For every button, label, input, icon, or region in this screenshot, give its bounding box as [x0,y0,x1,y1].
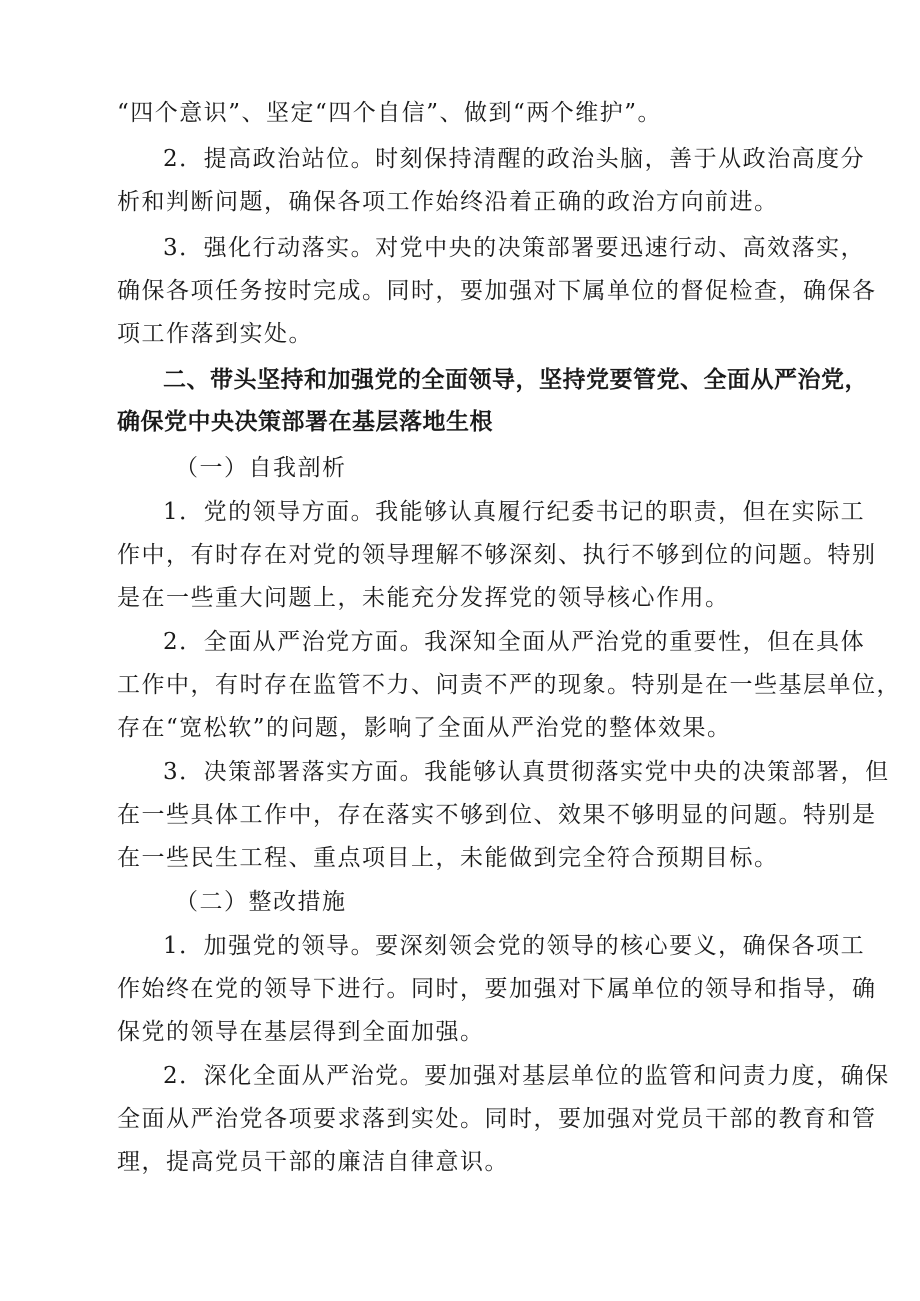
paragraph-line: 2．提高政治站位。时刻保持清醒的政治头脑，善于从政治高度分 [163,146,866,172]
paragraph-line: 是在一些重大问题上，未能充分发挥党的领导核心作用。 [117,585,730,611]
paragraph-line: 项工作落到实处。 [117,321,313,347]
paragraph-line: 确保各项任务按时完成。同时，要加强对下属单位的督促检查，确保各 [117,278,877,304]
paragraph-line: 1．党的领导方面。我能够认真履行纪委书记的职责，但在实际工 [163,499,866,525]
paragraph-line: 作始终在党的领导下进行。同时，要加强对下属单位的领导和指导，确 [117,976,877,1002]
paragraph-line: 3．决策部署落实方面。我能够认真贯彻落实党中央的决策部署，但 [163,759,890,785]
paragraph-line: 全面从严治党各项要求落到实处。同时，要加强对党员干部的教育和管 [117,1106,877,1132]
paragraph-line: 2．深化全面从严治党。要加强对基层单位的监管和问责力度，确保 [163,1063,890,1089]
paragraph-line: 2．全面从严治党方面。我深知全面从严治党的重要性，但在具体 [163,629,866,655]
paragraph-line: 在一些民生工程、重点项目上，未能做到完全符合预期目标。 [117,845,779,871]
paragraph-line: 在一些具体工作中，存在落实不够到位、效果不够明显的问题。特别是 [117,802,877,828]
section-heading: 确保党中央决策部署在基层落地生根 [117,409,493,435]
paragraph-line: 3．强化行动落实。对党中央的决策部署要迅速行动、高效落实， [163,235,866,261]
section-heading: 二、带头坚持和加强党的全面领导，坚持党要管党、全面从严治党， [163,367,868,393]
paragraph-line: 理，提高党员干部的廉洁自律意识。 [117,1149,509,1175]
subsection-heading: （一）自我剖析 [175,455,347,481]
paragraph-line: “四个意识”、坚定“四个自信”、做到“两个维护”。 [117,100,663,126]
subsection-heading: （二）整改措施 [175,889,347,915]
paragraph-line: 工作中，有时存在监管不力、问责不严的现象。特别是在一些基层单位， [117,672,901,698]
paragraph-line: 存在“宽松软”的问题，影响了全面从严治党的整体效果。 [117,715,732,741]
paragraph-line: 作中，有时存在对党的领导理解不够深刻、执行不够到位的问题。特别 [117,542,877,568]
paragraph-line: 析和判断问题，确保各项工作始终沿着正确的政治方向前进。 [117,189,779,215]
paragraph-line: 保党的领导在基层得到全面加强。 [117,1019,485,1045]
paragraph-line: 1．加强党的领导。要深刻领会党的领导的核心要义，确保各项工 [163,933,866,959]
